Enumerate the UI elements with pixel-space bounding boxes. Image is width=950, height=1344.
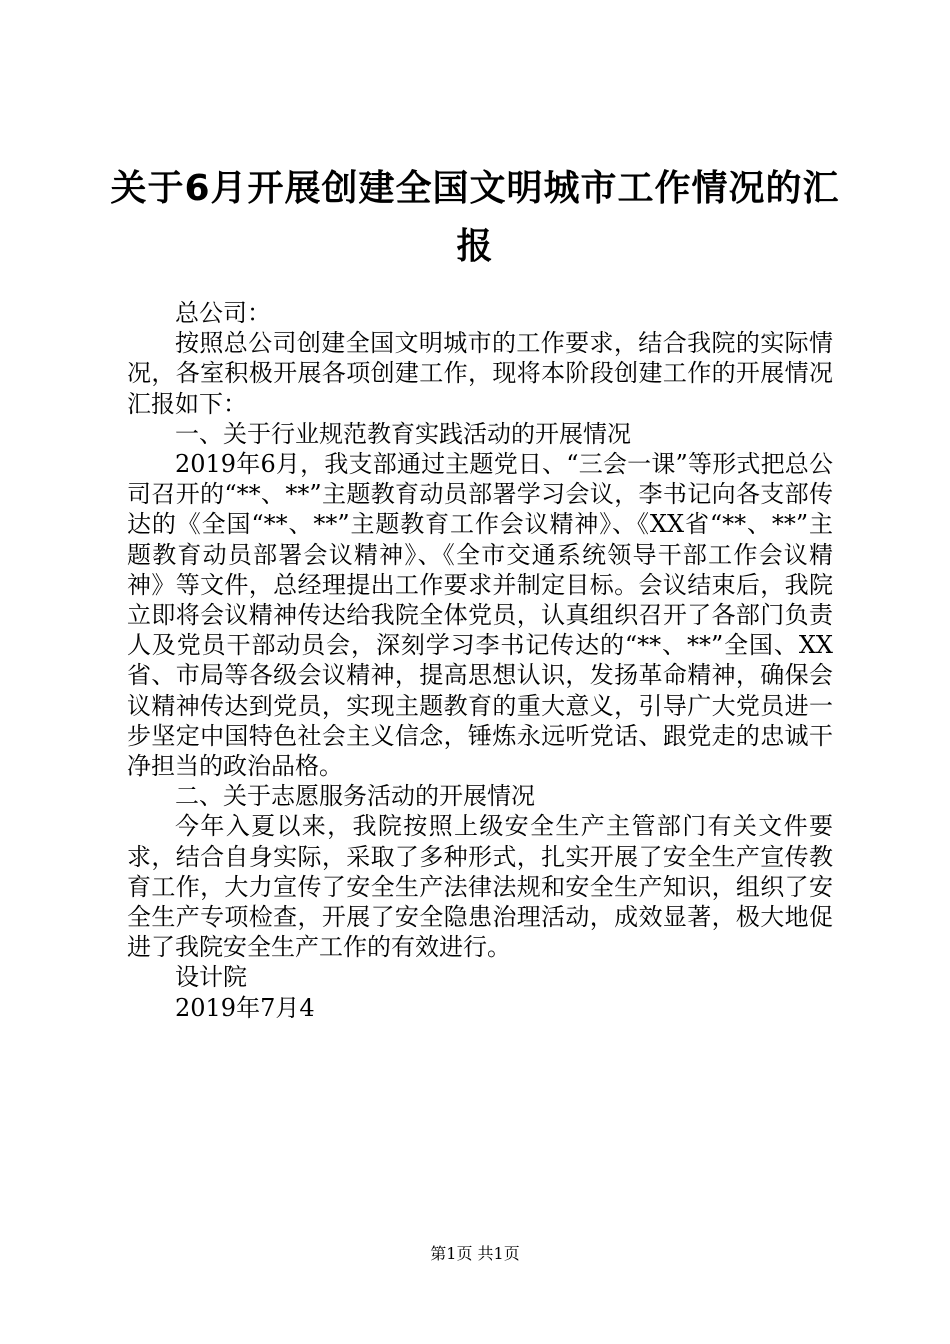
document-title: 关于6月开展创建全国文明城市工作情况的汇报	[110, 168, 840, 267]
section-heading-1: 一、关于行业规范教育实践活动的开展情况	[175, 419, 631, 448]
paragraph-intro: 按照总公司创建全国文明城市的工作要求，结合我院的实际情况，各室积极开展各项创建工作，现将本阶段创建工作的开展情况汇报如下：	[127, 329, 833, 418]
document-body	[127, 298, 833, 1023]
paragraph-section-2: 今年入夏以来，我院按照上级安全生产主管部门有关文件要求，结合自身实际，采取了多种形式，扎实开展了安全生产宣传教育工作，大力宣传了安全生产法律法规和安全生产知识，组织了安全生产专项检查，开展了安全隐患治理活动，成效显著，极大地促进了我院安全生产工作的有效进行。	[127, 812, 833, 962]
section-heading-2: 二、关于志愿服务活动的开展情况	[175, 782, 535, 811]
page-footer: 第1页 共1页	[430, 1244, 520, 1263]
date: 2019年7月4	[175, 993, 315, 1022]
salutation: 总公司：	[175, 299, 271, 327]
signature: 设计院	[175, 963, 247, 992]
paragraph-section-1: 2019年6月，我支部通过主题党日、“三会一课”等形式把总公司召开的“**、**”主题教育动员部署学习会议，李书记向各支部传达的《全国“**、**”主题教育工作会议精神》、《XX省“**、**”主题教育动员部署会议精神》、《全市交通系统领导干部工作会议精神》等文件，总经理提出工作要求并制定目标。会议结束后，我院立即将会议精神传达给我院全体党员，认真组织召开了各部门负责人及党员干部动员会，深刻学习李书记传达的“**、**”全国、XX省、市局等各级会议精神，提高思想认识，发扬革命精神，确保会议精神传达到党员，实现主题教育的重大意义，引导广大党员进一步坚定中国特色社会主义信念，锤炼永远听党话、跟党走的忠诚干净担当的政治品格。	[127, 450, 833, 781]
